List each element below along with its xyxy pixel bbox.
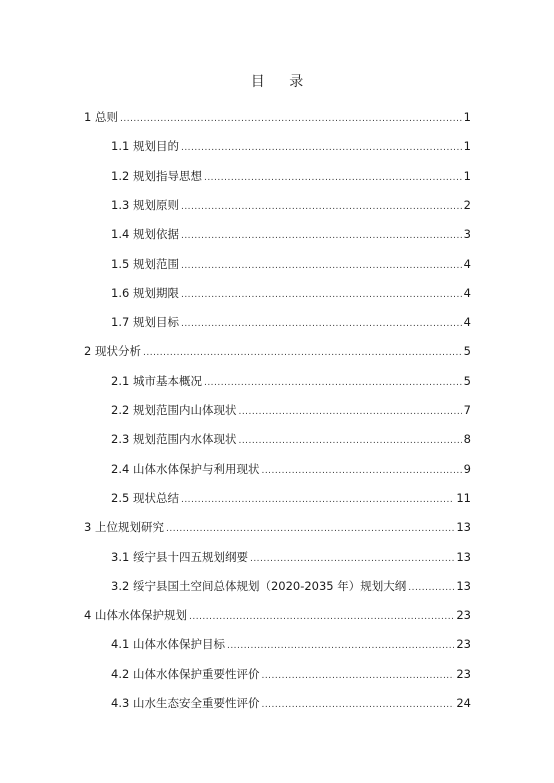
toc-entry-page-number: 2 — [463, 197, 471, 212]
toc-leader-dots — [181, 198, 462, 216]
toc-entry[interactable] — [111, 577, 471, 595]
toc-entry-title: 1.2 规划指导思想 — [111, 168, 202, 183]
toc-leader-dots — [143, 344, 462, 362]
toc-entry[interactable] — [111, 137, 471, 155]
toc-entry-page-number: 8 — [463, 432, 471, 447]
toc-entry-page-number: 1 — [463, 110, 471, 124]
toc-entry-title: 1 总则 — [84, 110, 118, 124]
toc-entry-title: 1.7 规划目标 — [111, 315, 179, 330]
toc-entry-title: 2.5 现状总结 — [111, 490, 179, 505]
toc-entry-title: 2.4 山体水体保护与利用现状 — [111, 461, 260, 476]
toc-entry[interactable] — [111, 430, 471, 448]
toc-leader-dots — [250, 550, 454, 568]
toc-entry-title: 1.6 规划期限 — [111, 285, 179, 300]
toc-entry-page-number: 1 — [463, 139, 471, 154]
toc-entry[interactable] — [111, 255, 471, 273]
toc-entry-page-number: 4 — [463, 285, 471, 300]
toc-entry-title: 1.5 规划范围 — [111, 256, 179, 271]
toc-leader-dots — [181, 315, 462, 333]
toc-leader-dots — [204, 169, 462, 187]
toc-leader-dots — [189, 608, 454, 626]
toc-entry[interactable] — [111, 460, 471, 478]
toc-leader-dots — [181, 227, 462, 245]
toc-entry-title: 4 山体水体保护规划 — [84, 608, 187, 623]
toc-entry-page-number: 4 — [463, 256, 471, 271]
toc-entry-title: 2.1 城市基本概况 — [111, 373, 202, 388]
toc-entry-page-number: 3 — [463, 227, 471, 242]
toc-leader-dots — [120, 110, 462, 128]
toc-entry-page-number: 23 — [456, 637, 471, 652]
toc-entry[interactable] — [111, 694, 471, 712]
toc-entry[interactable] — [111, 401, 471, 419]
toc-leader-dots — [181, 257, 462, 275]
toc-leader-dots — [261, 462, 461, 480]
toc-entry-page-number: 13 — [456, 549, 471, 564]
toc-entry-title: 1.1 规划目的 — [111, 139, 179, 154]
toc-leader-dots — [261, 696, 454, 714]
toc-entry-page-number: 23 — [456, 666, 471, 681]
toc-entry[interactable] — [111, 665, 471, 683]
toc-entry-page-number: 23 — [456, 608, 471, 623]
toc-entry[interactable] — [111, 225, 471, 243]
toc-entry-page-number: 5 — [463, 373, 471, 388]
toc-entry[interactable] — [111, 167, 471, 185]
toc-entry[interactable] — [111, 489, 471, 507]
toc-leader-dots — [261, 667, 454, 685]
toc-entry-title: 2 现状分析 — [84, 344, 141, 359]
toc-entry[interactable] — [111, 284, 471, 302]
toc-leader-dots — [181, 139, 462, 157]
toc-entry-title: 1.3 规划原则 — [111, 197, 179, 212]
toc-entry-page-number: 11 — [456, 490, 471, 505]
toc-leader-dots — [238, 403, 461, 421]
toc-entry-title: 1.4 规划依据 — [111, 227, 179, 242]
toc-title: 目 录 — [250, 74, 314, 90]
toc-entry[interactable] — [84, 108, 471, 126]
toc-entry-title: 3.1 绥宁县十四五规划纲要 — [111, 549, 248, 564]
toc-entry[interactable] — [111, 548, 471, 566]
toc-leader-dots — [181, 286, 462, 304]
toc-leader-dots — [227, 637, 454, 655]
toc-entry[interactable] — [84, 342, 471, 360]
toc-entry-title: 4.1 山体水体保护目标 — [111, 637, 225, 652]
toc-entry[interactable] — [84, 518, 471, 536]
toc-entry-page-number: 9 — [463, 461, 471, 476]
toc-entry-title: 3.2 绥宁县国土空间总体规划（2020-2035 年）规划大纲 — [111, 578, 407, 593]
toc-entry-page-number: 7 — [463, 403, 471, 417]
toc-leader-dots — [408, 579, 454, 597]
toc-entry-page-number: 1 — [463, 168, 471, 183]
toc-entry-title: 2.3 规划范围内水体现状 — [111, 432, 237, 447]
toc-entry[interactable] — [111, 196, 471, 214]
toc-leader-dots — [238, 432, 461, 450]
toc-entry-title: 3 上位规划研究 — [84, 520, 164, 535]
toc-entry-title: 2.2 规划范围内山体现状 — [111, 403, 237, 417]
toc-entry-title: 4.3 山水生态安全重要性评价 — [111, 696, 260, 710]
toc-entry[interactable] — [111, 635, 471, 653]
toc-entry[interactable] — [111, 313, 471, 331]
toc-entry-page-number: 24 — [456, 696, 471, 710]
toc-entry-page-number: 13 — [456, 520, 471, 535]
toc-entry-page-number: 5 — [463, 344, 471, 359]
toc-leader-dots — [181, 491, 454, 509]
toc-leader-dots — [166, 520, 454, 538]
toc-entry-page-number: 13 — [456, 578, 471, 593]
toc-entry[interactable] — [111, 372, 471, 390]
toc-entry[interactable] — [84, 606, 471, 624]
toc-entry-title: 4.2 山体水体保护重要性评价 — [111, 666, 260, 681]
toc-leader-dots — [204, 374, 462, 392]
toc-entry-page-number: 4 — [463, 315, 471, 330]
